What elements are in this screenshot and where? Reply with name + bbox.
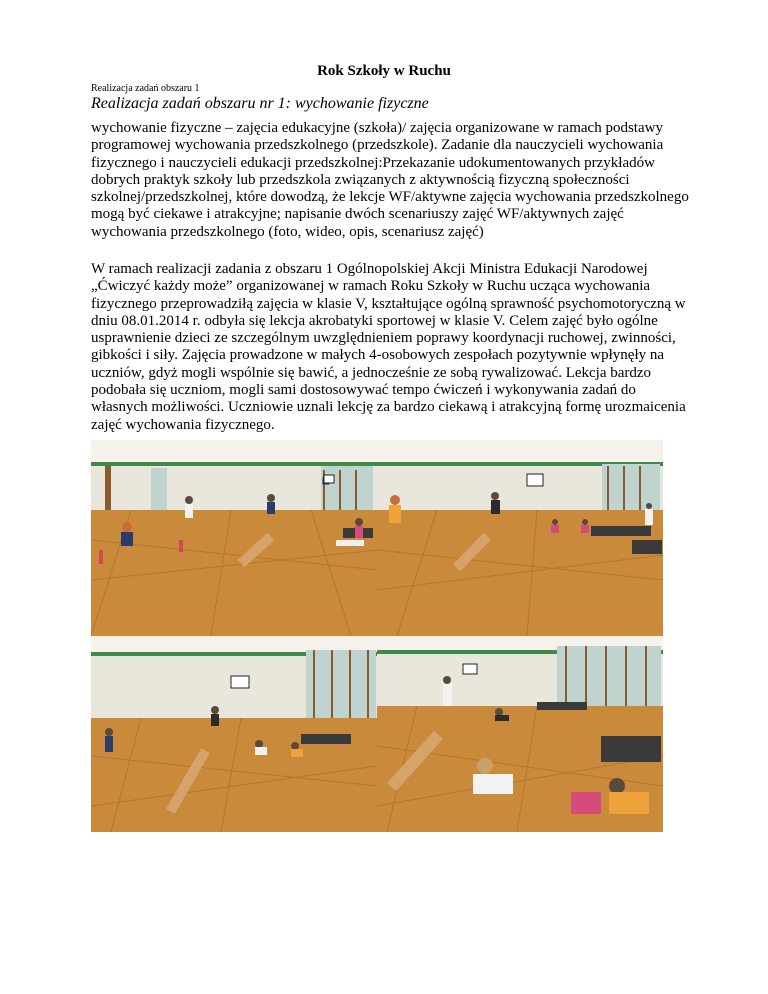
gym-photo-3 [91, 636, 377, 832]
section-subheading: Realizacja zadań obszaru nr 1: wychowanie fizyczne [91, 95, 429, 112]
lesson-report-paragraph: W ramach realizacji zadania z obszaru 1 Ogólnopolskiej Akcji Ministra Edukacji Narodowej „Ćwiczyć każdy może” organizowanej w ramach Roku Szkoły w Ruchu ucząca wychowania fizycznego przeprowadziłą zajęcia w klasie V, kształtujące ogólną sprawność psychomotoryczną w dniu 08.01.2014 r. odbyła się lekcja akrobatyki sportowej w klasie V. Celem zajęć było ogólne usprawnienie dzieci ze szczególnym uwzględnieniem poprawy koordynacji ruchowej, zwinności, gibkości i siły. Zajęcia prowadzone w małych 4-osobowych zespołach pozytywnie wpłynęły na uczniów, gdyż mogli wspólnie się bawić, a jednocześnie ze sobą rywalizować. Lekcja bardzo podobała się uczniom, mogli sami dostosowywać tempo ćwiczeń i wykonywania zadań do własnych możliwości. Uczniowie uznali lekcję za bardzo ciekawą i atrakcyjną formę urozmaicenia zajęć wychowania fizycznego. [91, 261, 686, 433]
task-description-paragraph: wychowanie fizyczne – zajęcia edukacyjne (szkoła)/ zajęcia organizowane w ramach podstawy programowej wychowania przedszkolnego (przedszkole). Zadanie dla nauczycieli wychowania fizycznego i nauczycieli edukacji przedszkolnej:Przekazanie udokumentowanych przykładów dobrych praktyk szkoły lub przedszkola związanych z aktywnością fizyczną społeczności szkolnej/przedszkolnej, które dowodzą, że lekcje WF/aktywne zajęcia wychowania przedszkolnego mogą być ciekawe i atrakcyjne; napisanie dwóch scenariuszy zajęć WF/aktywnych zajęć wychowania przedszkolnego (foto, wideo, opis, scenariusz zajęć) [91, 120, 689, 240]
gym-photo-4 [377, 636, 663, 832]
gym-photo-2 [377, 440, 663, 636]
page-title: Rok Szkoły w Ruchu [317, 63, 451, 79]
gym-photo-1 [91, 440, 377, 636]
section-label: Realizacja zadań obszaru 1 [91, 83, 200, 94]
